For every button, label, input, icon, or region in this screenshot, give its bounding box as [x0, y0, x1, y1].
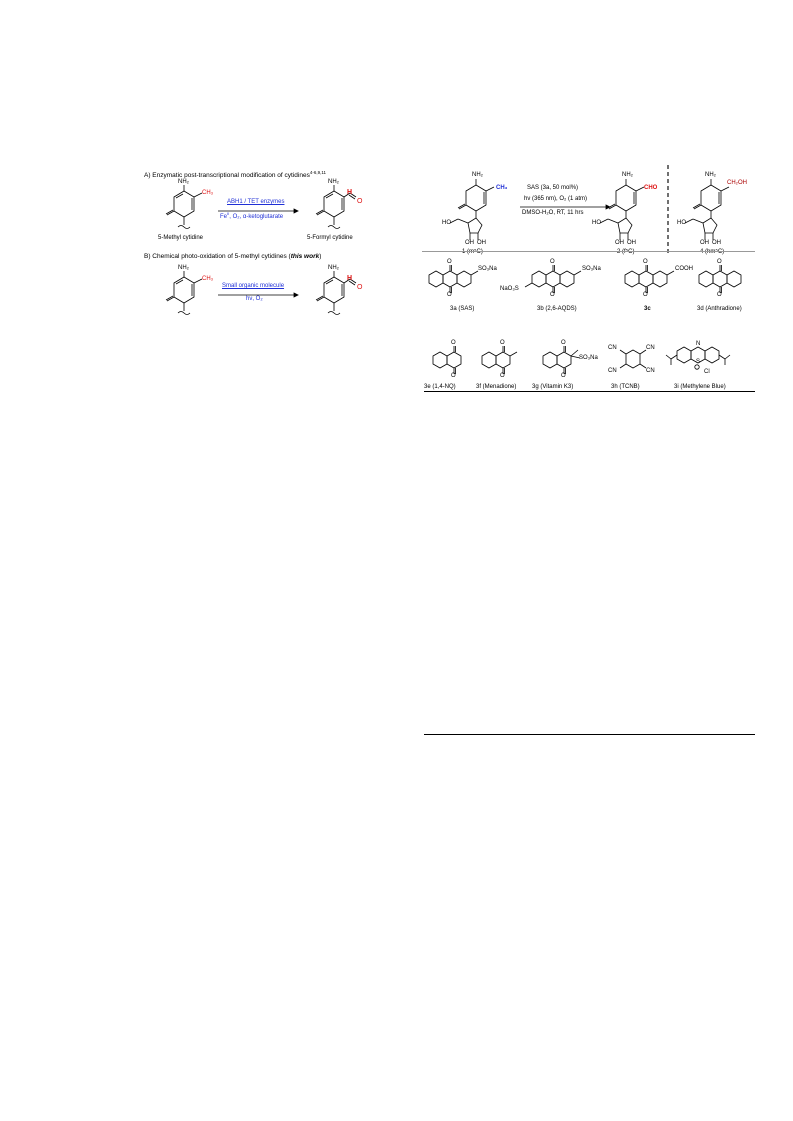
ho-label-1: HO [442, 220, 451, 226]
product-name-a: 5-Formyl cytidine [307, 235, 353, 241]
catalyst-label-3d: 3d (Anthradione) [697, 306, 742, 312]
ch3-label-a: CH₃ [202, 190, 214, 196]
catalyst-3e-structure [428, 340, 468, 385]
o-bottom-3d: O [717, 292, 722, 298]
substituent2-3b: NaO₃S [500, 286, 519, 292]
nh2-label-4: NH₂ [705, 172, 716, 178]
substituent-3c: COOH [675, 266, 693, 272]
cn-label-1: CN [608, 345, 617, 351]
section-b-title: B) Chemical photo-oxidation of 5-methyl cytidines (this work) [144, 253, 322, 260]
o-top-3c: O [643, 259, 648, 265]
table-bottom-rule [424, 734, 755, 735]
o-top-3e: O [451, 340, 456, 346]
conditions-line2: hν (365 nm), O₂ (1 atm) [524, 196, 588, 202]
ch3-label-b: CH₃ [202, 276, 214, 282]
oh-label-4b: OH [712, 240, 721, 246]
nh2-label-1: NH₂ [472, 172, 483, 178]
sm-label: 1 (m⁵C) [462, 249, 483, 255]
o-top-3b: O [550, 259, 555, 265]
catalyst-label-3i: 3i (Methylene Blue) [674, 384, 726, 390]
substituent-3b: SO₃Na [582, 266, 601, 272]
substituent-3g: SO₃Na [579, 355, 598, 361]
oh-label-1b: OH [477, 240, 486, 246]
ch2oh-label-4: CH₂OH [727, 180, 747, 186]
ch3-label-1: CH₃ [496, 185, 508, 191]
enzyme-label: ABH1 / TET enzymes [227, 199, 285, 205]
nh2-label-2: NH₂ [622, 172, 633, 178]
h-label-b: H [347, 275, 353, 282]
left-figure [140, 165, 380, 325]
catalyst-label-3a: 3a (SAS) [450, 306, 475, 312]
nh2-label-a1: NH₂ [178, 179, 189, 185]
conditions-line1: SAS (3a, 50 mol%) [527, 185, 579, 191]
o-top-3d: O [717, 259, 722, 265]
5-formyl-cytidine-structure-b [302, 269, 362, 319]
scheme-separator [422, 251, 755, 252]
cn-label-3: CN [608, 368, 617, 374]
o-label-b: O [357, 284, 363, 291]
reagent-label-b: Small organic molecule [222, 283, 285, 289]
nh2-label-b2: NH₂ [328, 265, 339, 271]
substrate-name-a: 5-Methyl cytidine [158, 235, 204, 241]
catalyst-label-3g: 3g (Vitamin K3) [532, 384, 574, 390]
o-bottom-3a: O [447, 292, 452, 298]
substituent-3a: SO₃Na [478, 266, 497, 272]
o-bottom-3b: O [550, 292, 555, 298]
oh-label-2a: OH [615, 240, 624, 246]
product-label: 2 (f⁵C) [617, 249, 635, 255]
oh-label-4a: OH [700, 240, 709, 246]
o-bottom-3f: O [500, 373, 505, 379]
catalyst-label-3h: 3h (TCNB) [611, 384, 640, 390]
catalyst-label-3c: 3c [644, 306, 651, 312]
nh2-label-a2: NH₂ [328, 179, 339, 185]
o-bottom-3g: O [561, 373, 566, 379]
section-a-title: A) Enzymatic post-transcriptional modification of cytidines$^{4-6,9,11}$ [144, 170, 327, 180]
oh-label-1a: OH [465, 240, 474, 246]
side-product-label: 4 (hm⁵C) [700, 249, 725, 255]
s-label-3i: S [696, 359, 701, 365]
catalyst-3d-structure [694, 259, 754, 309]
catalyst-3i-structure [662, 337, 752, 382]
h-label-a: H [347, 189, 353, 196]
catalyst-label-3f: 3f (Menadione) [476, 384, 517, 390]
o-top-3f: O [500, 340, 505, 346]
cho-label-2: CHO [644, 185, 658, 191]
conditions-b: hν, O₂ [246, 296, 263, 302]
o-top-3a: O [447, 259, 452, 265]
catalyst-label-3b: 3b (2,6-AQDS) [537, 306, 577, 312]
o-top-3g: O [561, 340, 566, 346]
dashed-separator [666, 165, 670, 255]
oh-label-2b: OH [627, 240, 636, 246]
cn-label-4: CN [646, 368, 655, 374]
o-label-a: O [357, 198, 363, 205]
right-figure [422, 165, 757, 745]
ho-label-2: HO [592, 220, 601, 226]
o-bottom-3e: O [451, 373, 456, 379]
nh2-label-b1: NH₂ [178, 265, 189, 271]
cl-label-3i: Cl [704, 369, 710, 375]
conditions-line3: DMSO-H₂O, RT, 11 hrs [522, 210, 584, 216]
conditions-a: $Fe^{II}$, O₂, α-ketoglutarate [220, 211, 284, 220]
5-formyl-cytidine-structure-a [302, 183, 362, 238]
ho-label-4: HO [677, 220, 686, 226]
table-top-rule [424, 391, 755, 392]
cn-label-2: CN [646, 345, 655, 351]
catalyst-label-3e: 3e (1,4-NQ) [424, 384, 456, 390]
n-label-3i: N [696, 341, 701, 347]
o-bottom-3c: O [643, 292, 648, 298]
